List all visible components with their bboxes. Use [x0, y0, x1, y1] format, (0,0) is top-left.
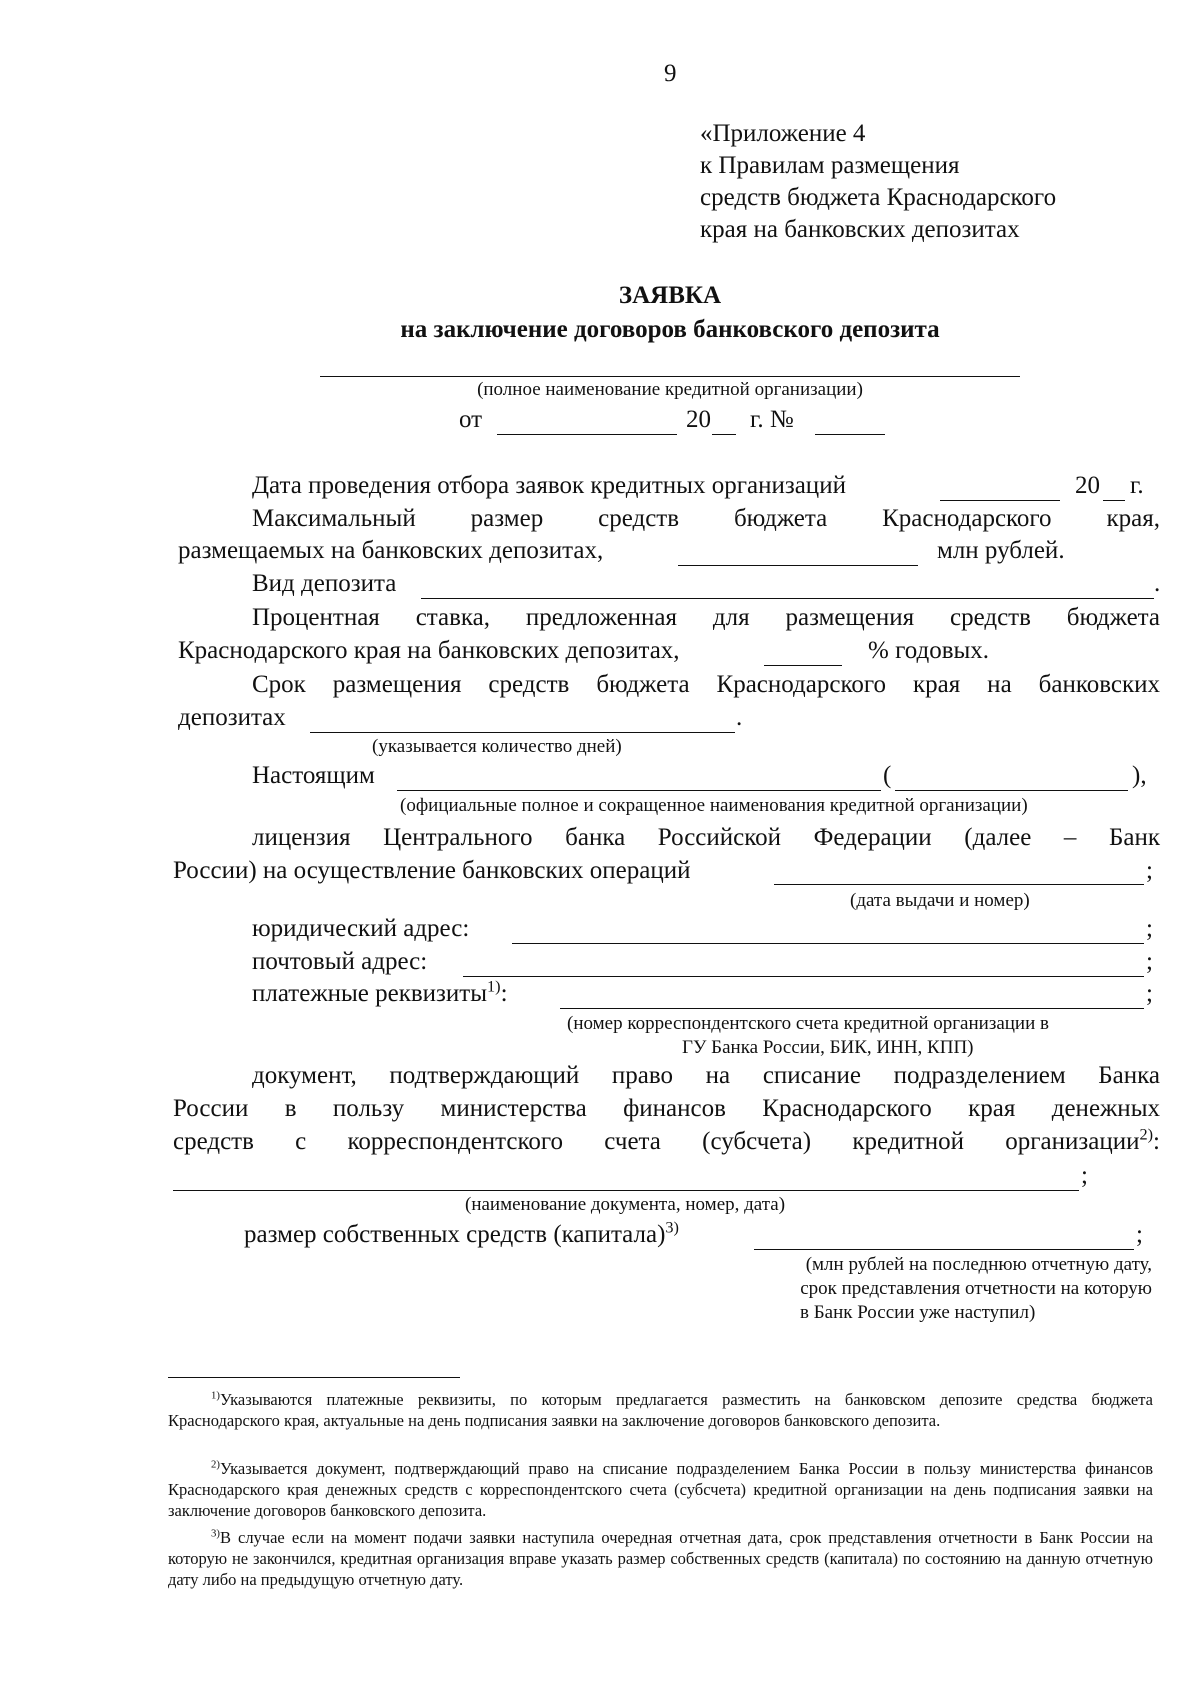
payment-details-text: платежные реквизиты	[252, 980, 488, 1007]
document-label-cont: России в пользу министерства финансов Краснодарского края денежных	[173, 1095, 1160, 1122]
appendix-line: «Приложение 4	[700, 120, 866, 147]
legal-address-label: юридический адрес:	[252, 915, 470, 942]
footnote-mark: 3)	[211, 1527, 220, 1540]
postal-address-label: почтовый адрес:	[252, 948, 428, 975]
footnote-1	[168, 1389, 1153, 1431]
org-name-field[interactable]	[320, 376, 1020, 377]
footnote-2	[168, 1458, 1153, 1521]
license-caption: (дата выдачи и номер)	[850, 890, 1030, 911]
capital-caption: (млн рублей на последнюю отчетную дату,	[805, 1254, 1152, 1275]
open-paren: (	[883, 762, 892, 789]
org-name-caption: (полное наименование кредитной организации)	[477, 379, 863, 400]
document-caption: (наименование документа, номер, дата)	[465, 1194, 786, 1215]
rate-unit: % годовых.	[868, 637, 990, 664]
footnote-text: Указывается документ, подтверждающий право на списание подразделением Банка России в пользу министерства финансов Краснодарского края денежных средств с корреспондентского счета (субсчета) кредитной организации на день подписания заявки на заключение договоров банковского депозита.	[168, 1459, 1153, 1520]
short-name-field[interactable]	[895, 790, 1128, 791]
selection-date-field[interactable]	[940, 500, 1060, 501]
appendix-line: края на банковских депозитах	[700, 216, 1020, 243]
term-caption: (указывается количество дней)	[372, 736, 622, 757]
date-from-label: от	[459, 406, 483, 433]
document-semicolon: ;	[1081, 1162, 1088, 1189]
max-amount-unit: млн рублей.	[937, 537, 1065, 564]
close-paren: ),	[1132, 762, 1147, 789]
capital-caption-cont: срок представления отчетности на которую	[800, 1278, 1152, 1299]
payment-details-label: платежные реквизиты$^{1)}$:	[252, 977, 508, 1007]
footnote-ref-2: 2)	[1139, 1125, 1154, 1144]
capital-semicolon: ;	[1136, 1221, 1143, 1248]
postal-address-field[interactable]	[463, 976, 1144, 977]
payment-caption: (номер корреспондентского счета кредитной организации в	[567, 1013, 1049, 1034]
number-label: г. №	[750, 406, 794, 433]
footnote-mark: 2)	[211, 1458, 220, 1471]
page-number: 9	[664, 60, 677, 87]
deposit-type-field[interactable]	[421, 598, 1154, 599]
hereby-caption: (официальные полное и сокращенное наименования кредитной организации)	[400, 795, 1028, 816]
payment-details-field[interactable]	[560, 1008, 1144, 1009]
appendix-line: к Правилам размещения	[700, 152, 960, 179]
number-field[interactable]	[815, 434, 885, 435]
document-label-text: средств с корреспондентского счета (субсчета) кредитной организации	[173, 1128, 1140, 1155]
document-title: ЗАЯВКА	[618, 282, 722, 309]
capital-caption-cont: в Банк России уже наступил)	[800, 1302, 1036, 1323]
postal-address-semicolon: ;	[1146, 948, 1153, 975]
legal-address-semicolon: ;	[1146, 915, 1153, 942]
license-label-cont: России) на осуществление банковских операций	[173, 857, 691, 884]
max-amount-label-cont: размещаемых на банковских депозитах,	[178, 537, 604, 564]
deposit-type-label: Вид депозита	[252, 570, 397, 597]
document-label-cont: средств с корреспондентского счета (субсчета) кредитной организации$^{2)}$:	[173, 1125, 1160, 1155]
footnote-mark: 1)	[211, 1389, 220, 1402]
selection-year-field[interactable]	[1103, 500, 1125, 501]
rate-label-cont: Краснодарского края на банковских депозитах,	[178, 637, 680, 664]
selection-date-label: Дата проведения отбора заявок кредитных организаций	[252, 472, 846, 499]
capital-field[interactable]	[754, 1249, 1134, 1250]
legal-address-field[interactable]	[512, 943, 1144, 944]
footnote-separator	[168, 1377, 460, 1378]
capital-text: размер собственных средств (капитала)	[244, 1221, 666, 1248]
selection-year-suffix: г.	[1130, 472, 1144, 499]
selection-year-label: 20	[1075, 472, 1100, 499]
footnote-ref-1: 1)	[487, 977, 501, 996]
max-amount-field[interactable]	[678, 565, 918, 566]
term-field[interactable]	[310, 732, 735, 733]
footnote-3	[168, 1527, 1153, 1590]
footnote-text: Указываются платежные реквизиты, по которым предлагается разместить на банковском депозите средства бюджета Краснодарского края, актуальные на день подписания заявки на заключение договоров банковского депозита.	[168, 1390, 1153, 1430]
license-field[interactable]	[774, 884, 1144, 885]
year-field[interactable]	[712, 434, 736, 435]
footnote-text: В случае если на момент подачи заявки наступила очередная отчетная дата, срок представления отчетности в Банк России на которую не закончился, кредитная организация вправе указать размер собственных средств (капитала) по состоянию на данную отчетную дату либо на предыдущую отчетную дату.	[168, 1528, 1153, 1589]
license-semicolon: ;	[1146, 857, 1153, 884]
date-field[interactable]	[497, 434, 677, 435]
full-name-field[interactable]	[397, 790, 881, 791]
document-subtitle: на заключение договоров банковского депозита	[400, 316, 940, 343]
document-label: документ, подтверждающий право на списание подразделением Банка	[252, 1062, 1160, 1089]
license-label: лицензия Центрального банка Российской Федерации (далее – Банк	[252, 824, 1160, 851]
document-field[interactable]	[173, 1190, 1079, 1191]
max-amount-label: Максимальный размер средств бюджета Краснодарского края,	[252, 505, 1160, 532]
hereby-label: Настоящим	[252, 762, 375, 789]
appendix-line: средств бюджета Краснодарского	[700, 184, 1057, 211]
payment-details-semicolon: ;	[1146, 980, 1153, 1007]
term-label-cont: депозитах	[178, 704, 286, 731]
rate-field[interactable]	[764, 665, 842, 666]
year-label: 20	[686, 406, 711, 433]
footnote-ref-3: 3)	[665, 1218, 679, 1237]
deposit-type-period: .	[1154, 570, 1161, 597]
term-period: .	[736, 704, 743, 731]
rate-label: Процентная ставка, предложенная для размещения средств бюджета	[252, 604, 1160, 631]
capital-label	[244, 1219, 679, 1251]
payment-caption-cont: ГУ Банка России, БИК, ИНН, КПП)	[682, 1037, 974, 1058]
term-label: Срок размещения средств бюджета Краснодарского края на банковских	[252, 671, 1160, 698]
